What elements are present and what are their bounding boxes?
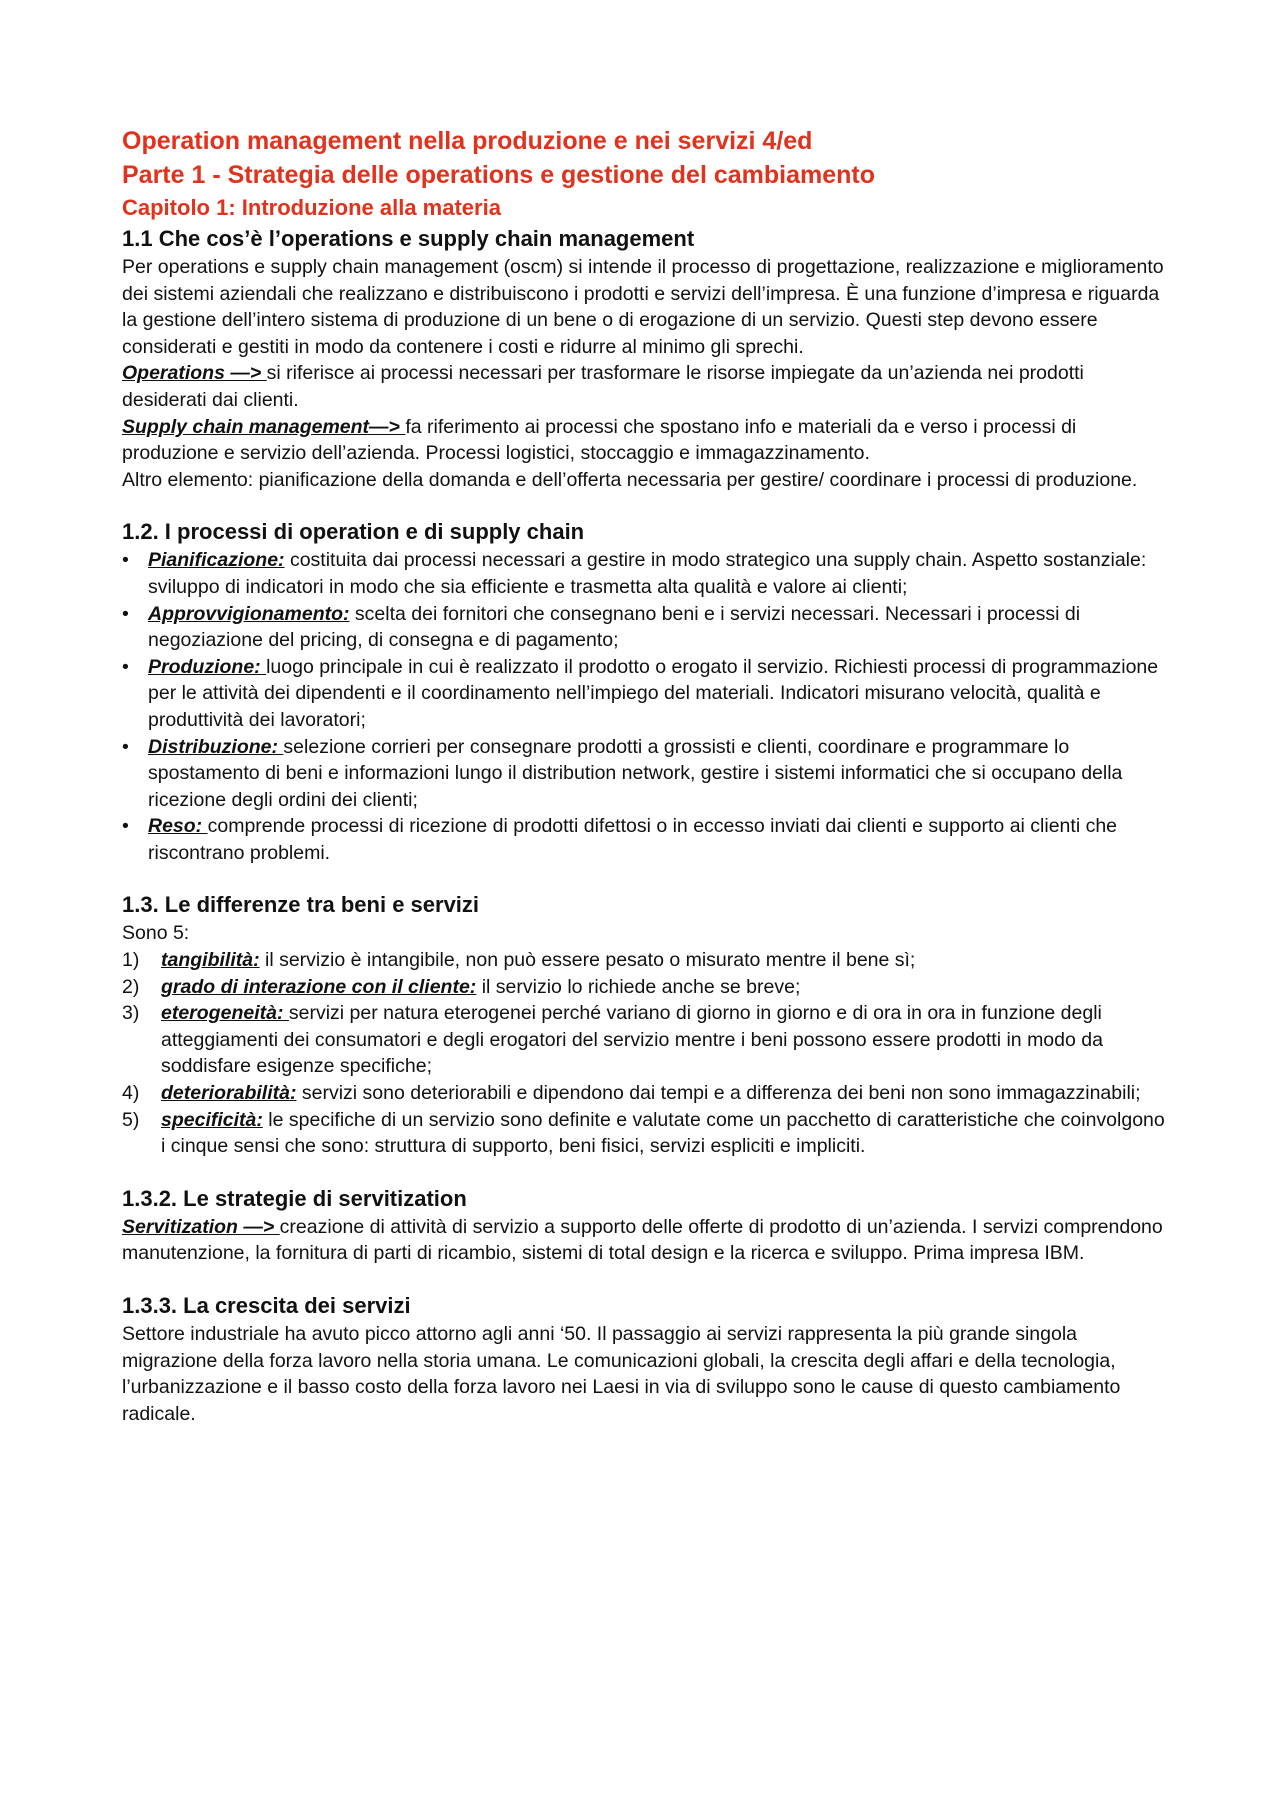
list-item bbox=[122, 947, 1167, 974]
process-term: Distribuzione: bbox=[148, 735, 284, 758]
difference-term: deteriorabilità: bbox=[161, 1082, 297, 1105]
process-term: Pianificazione: bbox=[148, 549, 285, 572]
bullet-marker: • bbox=[122, 655, 129, 678]
scm-definition bbox=[122, 414, 1167, 467]
process-term: Reso: bbox=[148, 815, 208, 838]
list-item bbox=[122, 813, 1167, 866]
chapter-title: Capitolo 1: Introduzione alla materia bbox=[122, 195, 501, 220]
section-1-3-3-heading: 1.3.3. La crescita dei servizi bbox=[122, 1293, 411, 1318]
list-item bbox=[122, 601, 1167, 654]
difference-text: servizi per natura eterogenei perché variano di giorno in giorno e di ora in ora in funzione degli atteggiamenti dei consumatori e degli erogatori del servizio mentre i beni possono essere prodotti in modo da soddisfare esigenze specifiche; bbox=[161, 1002, 1103, 1078]
bullet-marker: • bbox=[122, 735, 129, 758]
item-number: 3) bbox=[122, 1002, 140, 1025]
process-text: luogo principale in cui è realizzato il prodotto o erogato il servizio. Richiesti processi di programmazione per le attività dei dipendenti e il coordinamento nell’impiego del materiali. Indicatori misurano velocità, qualità e produttività dei lavoratori; bbox=[148, 655, 1159, 731]
section-1-3-heading: 1.3. Le differenze tra beni e servizi bbox=[122, 892, 480, 918]
part-title: Parte 1 - Strategia delle operations e gestione del cambiamento bbox=[122, 161, 876, 189]
difference-text: servizi sono deteriorabili e dipendono dai tempi e a differenza dei beni non sono immagazzinabili; bbox=[296, 1082, 1141, 1105]
bullet-marker: • bbox=[122, 549, 129, 572]
operations-definition bbox=[122, 360, 1167, 413]
process-text: scelta dei fornitori che consegnano beni e i servizi necessari. Necessari i processi di negoziazione del pricing, di consegna e di pagamento; bbox=[148, 602, 1081, 652]
document-title: Operation management nella produzione e nei servizi 4/ed bbox=[122, 127, 813, 155]
difference-term: grado di interazione con il cliente: bbox=[161, 975, 477, 998]
difference-text: il servizio lo richiede anche se breve; bbox=[476, 975, 801, 998]
difference-text: le specifiche di un servizio sono definite e valutate come un pacchetto di caratteristiche che coinvolgono i cinque sensi che sono: struttura di supporto, beni fisici, servizi espliciti e impliciti. bbox=[161, 1108, 1165, 1158]
list-item bbox=[122, 654, 1167, 734]
section-1-1-extra: Altro elemento: pianificazione della domanda e dell’offerta necessaria per gestire/ coordinare i processi di produzione. bbox=[122, 468, 1138, 491]
difference-term: eterogeneità: bbox=[161, 1002, 289, 1025]
section-1-1-heading: 1.1 Che cos’è l’operations e supply chain management bbox=[122, 226, 695, 251]
scm-term: Supply chain management—> bbox=[122, 415, 406, 438]
scm-text: fa riferimento ai processi che spostano info e materiali da e verso i processi di produzione e servizio dell’azienda. Processi logistici, stoccaggio e immagazzinamento. bbox=[122, 415, 1077, 465]
process-term: Produzione: bbox=[148, 655, 267, 678]
item-number: 4) bbox=[122, 1082, 140, 1105]
section-1-3-2-heading: 1.3.2. Le strategie di servitization bbox=[122, 1185, 467, 1211]
list-item bbox=[122, 974, 1167, 1001]
difference-term: tangibilità: bbox=[161, 949, 260, 972]
item-number: 5) bbox=[122, 1108, 140, 1131]
item-number: 1) bbox=[122, 949, 140, 972]
process-text: comprende processi di ricezione di prodotti difettosi o in eccesso inviati dai clienti e supporto ai clienti che riscontrano problemi. bbox=[148, 815, 1118, 864]
operations-term: Operations —> bbox=[122, 362, 267, 385]
difference-text: il servizio è intangibile, non può essere pesato o misurato mentre il bene sì; bbox=[259, 949, 916, 972]
bullet-marker: • bbox=[122, 815, 129, 838]
list-item bbox=[122, 1000, 1167, 1080]
list-item bbox=[122, 734, 1167, 814]
servitization-definition bbox=[122, 1214, 1167, 1267]
item-number: 2) bbox=[122, 975, 140, 998]
differences-list bbox=[122, 947, 1167, 1160]
process-term: Approvvigionamento: bbox=[148, 602, 350, 625]
document-page bbox=[122, 124, 1167, 1427]
list-item bbox=[122, 547, 1167, 600]
list-item bbox=[122, 1107, 1167, 1160]
operations-text: si riferisce ai processi necessari per trasformare le risorse impiegate da un’azienda nei prodotti desiderati dai clienti. bbox=[122, 362, 1084, 411]
bullet-marker: • bbox=[122, 602, 129, 625]
section-1-3-intro: Sono 5: bbox=[122, 922, 190, 945]
servitization-term: Servitization —> bbox=[122, 1215, 280, 1238]
list-item bbox=[122, 1080, 1167, 1107]
process-text: selezione corrieri per consegnare prodotti a grossisti e clienti, coordinare e programmare lo spostamento di beni e informazioni lungo il distribution network, gestire i sistemi informatici che si occupano della ricezione degli ordini dei clienti; bbox=[148, 735, 1123, 811]
section-1-1-intro: Per operations e supply chain management (oscm) si intende il processo di progettazione, realizzazione e miglioramento dei sistemi aziendali che realizzano e distribuiscono i prodotti e servizi dell’impresa. È una funzione d’impresa e riguarda la gestione dell’intero sistema di produzione di un bene o di erogazione di un servizio. Questi step devono essere considerati e gestiti in modo da contenere i costi e ridurre al minimo gli sprechi. bbox=[122, 256, 1164, 358]
process-list bbox=[122, 547, 1167, 866]
servitization-text: creazione di attività di servizio a supporto delle offerte di prodotto di un’azienda. I servizi comprendono manutenzione, la fornitura di parti di ricambio, sistemi di total design e la ricerca e sviluppo. Prima impresa IBM. bbox=[122, 1215, 1163, 1265]
difference-term: specificità: bbox=[161, 1108, 263, 1131]
section-1-3-3-text: Settore industriale ha avuto picco attorno agli anni ‘50. Il passaggio ai servizi rappresenta la più grande singola migrazione della forza lavoro nella storia umana. Le comunicazioni globali, la crescita degli affari e della tecnologia, l’urbanizzazione e il basso costo della forza lavoro nei Laesi in via di sviluppo sono le cause di questo cambiamento radicale. bbox=[122, 1323, 1121, 1425]
process-text: costituita dai processi necessari a gestire in modo strategico una supply chain. Aspetto sostanziale: sviluppo di indicatori in modo che sia efficiente e trasmetta alta qualità e valore ai clienti; bbox=[148, 549, 1147, 598]
section-1-2-heading: 1.2. I processi di operation e di supply chain bbox=[122, 519, 585, 545]
